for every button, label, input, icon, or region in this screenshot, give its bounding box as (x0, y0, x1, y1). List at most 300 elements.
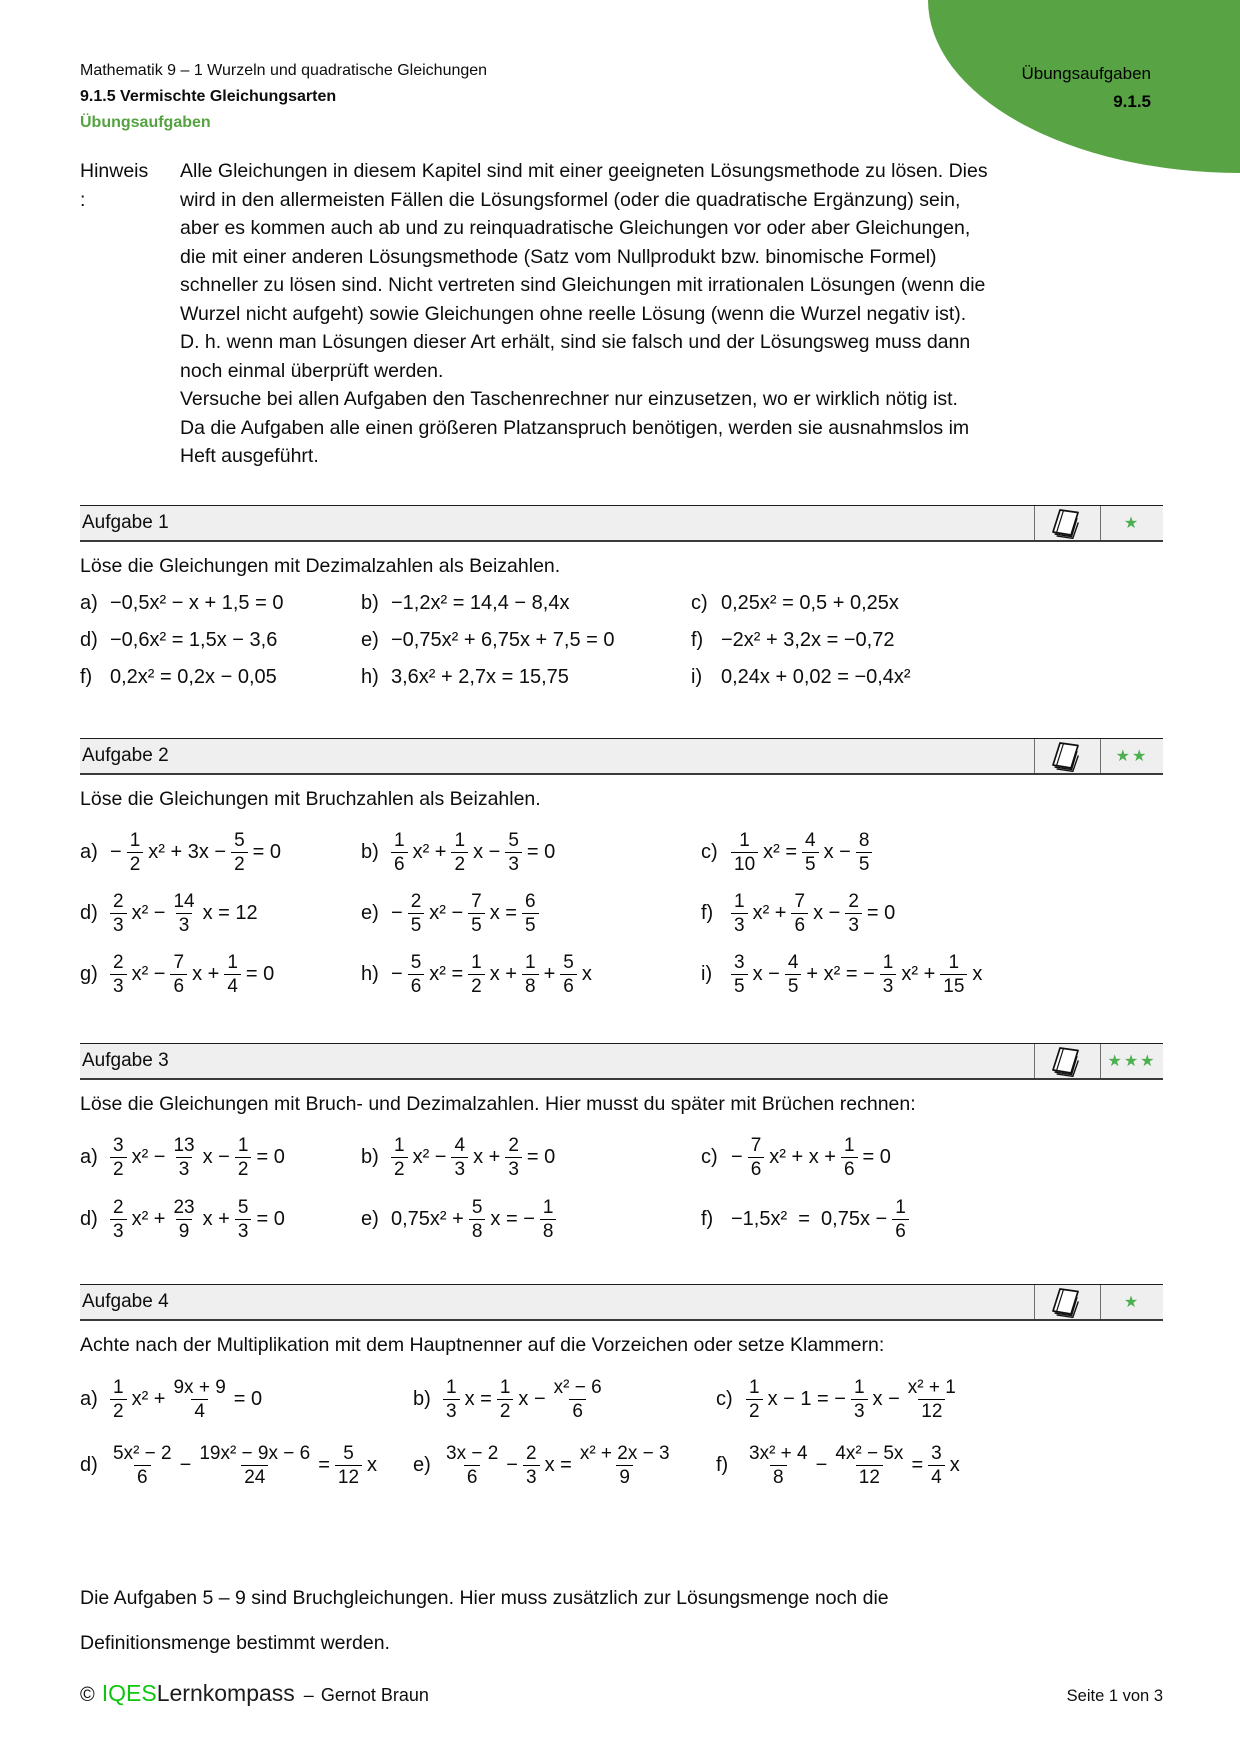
equation-text: x = (464, 1387, 492, 1410)
fraction-denominator: 3 (176, 1157, 193, 1180)
equation-text: x² − (131, 1145, 166, 1168)
hint-label-colon: : (80, 188, 86, 211)
exercise-label: f) (716, 1453, 729, 1476)
fraction-denominator: 12 (918, 1399, 945, 1422)
fraction-numerator: 1 (237, 1134, 249, 1156)
section-aufgabe-1 (80, 505, 1163, 738)
exercise-label: i) (691, 666, 703, 688)
fraction (235, 1135, 252, 1180)
exercise-item (80, 592, 361, 615)
fraction-numerator: 5 (508, 829, 519, 851)
fraction-numerator: 5 (234, 829, 245, 851)
fraction-numerator: 2 (113, 1196, 124, 1218)
copyright-icon: © (80, 1684, 95, 1706)
fraction (451, 1135, 468, 1180)
fraction-denominator: 6 (841, 1157, 858, 1180)
fraction-denominator: 2 (746, 1399, 763, 1422)
hint-line: schneller zu lösen sind. Nicht vertreten sind Gleichungen mit irrationalen Lösungen (wenn die (180, 274, 986, 296)
fraction (731, 952, 748, 997)
fraction-denominator: 3 (235, 1219, 252, 1242)
exercise-label: a) (80, 1387, 98, 1410)
fraction (540, 1197, 557, 1242)
fraction (170, 891, 197, 936)
exercise-item (701, 1197, 1163, 1242)
exercise-row (80, 823, 1163, 881)
exercise-label: f) (701, 1207, 714, 1230)
fraction (940, 952, 967, 997)
fraction-numerator: 3 (734, 951, 745, 973)
fraction-denominator: 4 (928, 1465, 945, 1488)
exercise-item (80, 666, 361, 689)
exercise-item (361, 629, 691, 652)
fraction (522, 952, 539, 997)
corner-text (1021, 60, 1151, 116)
equation-text: = (911, 1453, 924, 1476)
fraction (748, 1135, 765, 1180)
fraction-denominator: 6 (391, 852, 408, 875)
equation-text: x² + (131, 1207, 166, 1230)
fraction-denominator: 6 (408, 974, 425, 997)
fraction-numerator: 1 (113, 1376, 124, 1398)
fraction (731, 891, 748, 936)
equation-text: x² − (131, 962, 166, 985)
section-aufgabe-3 (80, 1043, 1163, 1284)
fraction (551, 1377, 605, 1422)
exercise-label: e) (361, 629, 379, 651)
fraction (928, 1443, 945, 1488)
fraction-numerator: 1 (882, 951, 894, 973)
equation (110, 952, 274, 997)
fraction-numerator: 2 (113, 951, 124, 973)
fraction-numerator: 5 (410, 951, 422, 973)
fraction-numerator: 1 (749, 1376, 760, 1398)
equation-text: x² − (412, 1145, 447, 1168)
fraction (408, 952, 425, 997)
exercise-item (701, 891, 1163, 936)
exercise-item (80, 952, 361, 997)
equation-text: −0,6x² = 1,5x − 3,6 (110, 629, 278, 651)
exercise-item (361, 1135, 701, 1180)
fraction (505, 830, 522, 875)
fraction (832, 1443, 906, 1488)
fraction (110, 1197, 127, 1242)
separator-line (1034, 506, 1035, 540)
fraction-denominator: 3 (505, 1157, 522, 1180)
bottom-note (80, 1576, 889, 1666)
section-header-bar (80, 738, 1163, 775)
equation-text: − (391, 901, 403, 924)
fraction-denominator: 5 (802, 852, 819, 875)
footer-brand (80, 1680, 429, 1707)
equation-text: = 0 (866, 901, 896, 924)
equation (391, 830, 555, 875)
equation (443, 1377, 605, 1422)
exercise-row (80, 1190, 1163, 1248)
fraction-numerator: 13 (173, 1134, 195, 1156)
fraction-numerator: 5 (563, 951, 574, 973)
exercise-row (80, 945, 1163, 1003)
fraction-numerator: 1 (739, 829, 750, 851)
fraction-denominator: 2 (451, 852, 468, 875)
footer-author: Gernot Braun (320, 1685, 429, 1705)
fraction (391, 830, 408, 875)
fraction-numerator: 1 (394, 1134, 405, 1156)
fraction-denominator: 2 (127, 852, 144, 875)
hint-line: Wurzel nicht aufgeht) sowie Gleichungen ohne reelle Lösung (wenn die Wurzel negativ ist). (180, 302, 967, 325)
equation (721, 592, 899, 615)
exercise-item (716, 1377, 1163, 1422)
section-title: Aufgabe 4 (82, 1291, 169, 1312)
equation-text: − (391, 962, 403, 985)
equation-text: x − (823, 840, 851, 863)
fraction-denominator: 8 (540, 1219, 557, 1242)
difficulty-stars: ★★★ (1107, 1053, 1157, 1070)
fraction (110, 1135, 127, 1180)
fraction-denominator: 6 (170, 974, 187, 997)
fraction (856, 830, 873, 875)
equation (721, 629, 894, 652)
exercise-item (80, 1135, 361, 1180)
separator-line (1034, 1044, 1035, 1078)
equation-text: x − (473, 840, 501, 863)
chapter-title: 9.1.5 Vermischte Gleichungsarten (80, 88, 337, 105)
fraction (469, 1197, 486, 1242)
fraction (224, 952, 241, 997)
fraction-numerator: 8 (858, 829, 870, 851)
equation (391, 952, 592, 997)
fraction-numerator: x² + 1 (907, 1376, 956, 1398)
equation-text: − (815, 1453, 828, 1476)
equation (731, 952, 982, 997)
equation-text: + (543, 962, 556, 985)
fraction (892, 1197, 909, 1242)
fraction-denominator: 6 (464, 1465, 481, 1488)
equation (391, 1135, 555, 1180)
fraction-numerator: 2 (525, 1442, 537, 1464)
fraction-denominator: 2 (235, 1157, 252, 1180)
sections-container (80, 505, 1163, 1499)
fraction-numerator: 1 (446, 1376, 457, 1398)
fraction (443, 1377, 460, 1422)
course-title: Mathematik 9 – 1 Wurzeln und quadratische Gleichungen (80, 62, 488, 79)
fraction (196, 1443, 313, 1488)
page-header (80, 58, 487, 136)
corner-subject: Übungsaufgaben (1021, 64, 1151, 83)
equation-text: x = (489, 901, 517, 924)
fraction-denominator: 15 (940, 974, 967, 997)
equation (746, 1377, 959, 1422)
fraction-numerator: 1 (471, 951, 482, 973)
page-number: Seite 1 von 3 (1066, 1687, 1163, 1705)
equation-text: x² + 3x − (148, 840, 227, 863)
hint-label (80, 157, 180, 471)
fraction-denominator: 3 (110, 1219, 127, 1242)
section-aufgabe-4 (80, 1284, 1163, 1499)
equation-text: x + (473, 1145, 501, 1168)
exercise-label: g) (80, 962, 98, 985)
equation-text: = 0 (256, 1207, 285, 1230)
exercise-label: e) (361, 901, 379, 924)
equation-text: −0,5x² − x + 1,5 = 0 (110, 592, 284, 614)
equation (731, 830, 872, 875)
note-line: Definitionsmenge bestimmt werden. (80, 1632, 390, 1654)
fraction (791, 891, 808, 936)
fraction-numerator: 19x² − 9x − 6 (199, 1442, 311, 1464)
exercise-item (80, 830, 361, 875)
equation (391, 629, 615, 652)
fraction-denominator: 12 (856, 1465, 883, 1488)
fraction-denominator: 5 (785, 974, 802, 997)
fraction-numerator: x² + 2x − 3 (579, 1442, 670, 1464)
exercise-item (80, 1197, 361, 1242)
fraction (560, 952, 577, 997)
fraction-numerator: 7 (471, 890, 482, 912)
fraction-denominator: 6 (569, 1399, 586, 1422)
fraction-denominator: 5 (731, 974, 748, 997)
fraction (468, 952, 485, 997)
equation-text: + x² = − (806, 962, 875, 985)
exercise-label: i) (701, 962, 713, 985)
fraction-denominator: 3 (851, 1399, 868, 1422)
fraction-denominator: 3 (443, 1399, 460, 1422)
fraction-numerator: 1 (394, 829, 405, 851)
brand-lernkompass: Lernkompass (156, 1680, 295, 1706)
equation-text: x + (192, 962, 220, 985)
fraction-denominator: 3 (110, 974, 127, 997)
fraction-denominator: 3 (845, 913, 862, 936)
fraction (170, 952, 187, 997)
equation-text: 0,2x² = 0,2x − 0,05 (110, 666, 277, 688)
fraction (231, 830, 248, 875)
exercise-item (413, 1377, 716, 1422)
fraction-numerator: 2 (113, 890, 124, 912)
exercise-item (361, 830, 701, 875)
equation-text: −0,75x² + 6,75x + 7,5 = 0 (391, 629, 615, 651)
exercise-label: d) (80, 629, 98, 651)
fraction-denominator: 6 (791, 913, 808, 936)
equation (746, 1443, 960, 1488)
book-icon (1047, 508, 1087, 540)
exercise-label: f) (691, 629, 704, 651)
equation-text: x² = (763, 840, 798, 863)
hint-text (180, 157, 988, 471)
fraction-numerator: 5 (471, 1196, 483, 1218)
equation-text: x + (489, 962, 517, 985)
fraction-numerator: 2 (410, 890, 422, 912)
separator-line (1034, 739, 1035, 773)
fraction (235, 1197, 252, 1242)
fraction (127, 830, 144, 875)
fraction-numerator: 3x² + 4 (749, 1442, 808, 1464)
fraction-denominator: 3 (523, 1465, 540, 1488)
equation (110, 1135, 285, 1180)
section-header-bar (80, 1284, 1163, 1321)
corner-banner (928, 0, 1240, 173)
fraction-numerator: 3 (113, 1134, 124, 1156)
fraction-numerator: 1 (843, 1134, 855, 1156)
fraction (523, 1443, 540, 1488)
fraction-numerator: x² − 6 (553, 1376, 602, 1398)
equation (443, 1443, 673, 1488)
equation (110, 891, 258, 936)
exercise-row (80, 1128, 1163, 1186)
fraction (110, 952, 127, 997)
equation (110, 1377, 262, 1422)
exercise-label: b) (361, 840, 379, 863)
fraction-denominator: 5 (522, 913, 539, 936)
fraction (802, 830, 819, 875)
hint-line: wird in den allermeisten Fällen die Lösungsformel (oder die quadratische Ergänzung) sein, (180, 188, 961, 211)
fraction (110, 1443, 175, 1488)
fraction-denominator: 4 (191, 1399, 208, 1422)
exercise-label: f) (80, 666, 93, 688)
fraction-denominator: 3 (176, 913, 193, 936)
equation-text: x (581, 962, 592, 985)
fraction-denominator: 2 (231, 852, 248, 875)
page-footer (80, 1680, 1163, 1707)
fraction-numerator: 23 (173, 1196, 195, 1218)
section-title: Aufgabe 2 (82, 745, 169, 766)
exercise-item (80, 1377, 413, 1422)
equation-text: x² + (752, 901, 787, 924)
fraction-denominator: 3 (110, 913, 127, 936)
fraction-numerator: 1 (129, 829, 141, 851)
fraction-numerator: 1 (454, 829, 466, 851)
fraction-numerator: 1 (525, 951, 536, 973)
exercise-item (361, 952, 701, 997)
fraction-numerator: 1 (542, 1196, 554, 1218)
fraction-numerator: 1 (227, 951, 238, 973)
equation-text: − (179, 1453, 192, 1476)
equation (391, 666, 569, 689)
hint-line: Alle Gleichungen in diesem Kapitel sind mit einer geeigneten Lösungsmethode zu lösen. Dies (180, 160, 988, 182)
exercise-label: h) (361, 962, 379, 985)
fraction-denominator: 2 (110, 1399, 127, 1422)
exercise-label: a) (80, 840, 98, 863)
exercise-label: b) (361, 1145, 379, 1168)
fraction-numerator: 1 (895, 1196, 906, 1218)
fraction-denominator: 2 (468, 974, 485, 997)
equation (110, 830, 281, 875)
fraction (522, 891, 539, 936)
fraction-numerator: 1 (499, 1376, 511, 1398)
fraction-numerator: 6 (525, 890, 536, 912)
equation-text: = 0 (526, 840, 556, 863)
equation-text: 0,75x² + (391, 1207, 464, 1230)
exercise-label: h) (361, 666, 379, 688)
fraction-denominator: 3 (505, 852, 522, 875)
fraction (905, 1377, 959, 1422)
equation-text: −1,2x² = 14,4 − 8,4x (391, 592, 570, 614)
exercise-item (413, 1443, 716, 1488)
exercise-row (80, 884, 1163, 942)
separator-line (1034, 1285, 1035, 1319)
brand-iqes: IQES (101, 1680, 157, 1706)
equation-text: x = 12 (202, 901, 258, 924)
fraction-denominator: 5 (408, 913, 425, 936)
fraction-numerator: 2 (848, 890, 859, 912)
equation-text: − (506, 1453, 518, 1476)
hint-line: Versuche bei allen Aufgaben den Taschenrechner nur einzusetzen, wo er wirklich nötig ist. (180, 388, 958, 410)
fraction (335, 1443, 362, 1488)
fraction (408, 891, 425, 936)
fraction-numerator: 1 (734, 890, 745, 912)
fraction-denominator: 9 (176, 1219, 193, 1242)
fraction-numerator: 7 (173, 951, 185, 973)
exercise-row (80, 1435, 1163, 1495)
equation-text: − (110, 840, 122, 863)
fraction (391, 1135, 408, 1180)
fraction-numerator: 7 (794, 890, 806, 912)
equation (731, 1197, 909, 1242)
note-line: Die Aufgaben 5 – 9 sind Bruchgleichungen. Hier muss zusätzlich zur Lösungsmenge noch die (80, 1587, 889, 1609)
equation-text: x (367, 1453, 378, 1476)
equation-text: = (318, 1453, 330, 1476)
exercise-item (691, 666, 1163, 689)
fraction (731, 830, 758, 875)
fraction (451, 830, 468, 875)
fraction-numerator: 5 (343, 1442, 354, 1464)
equation-text: x² − (429, 901, 464, 924)
equation (391, 891, 539, 936)
equation-text: x² + (131, 1387, 166, 1410)
exercise-item (80, 629, 361, 652)
fraction-denominator: 3 (880, 974, 897, 997)
equation-text: x = (544, 1453, 572, 1476)
fraction-numerator: 3x − 2 (446, 1442, 499, 1464)
fraction-denominator: 6 (892, 1219, 909, 1242)
fraction (170, 1197, 197, 1242)
hint-label-word: Hinweis (80, 160, 149, 182)
exercise-row (80, 590, 1163, 617)
fraction-denominator: 3 (451, 1157, 468, 1180)
fraction (746, 1443, 811, 1488)
equation-text: x − 1 = − (767, 1387, 846, 1410)
fraction-numerator: 4 (805, 829, 816, 851)
equation-text: x − (872, 1387, 900, 1410)
equation-text: x² − (131, 901, 166, 924)
fraction (505, 1135, 522, 1180)
book-icon (1047, 741, 1087, 773)
hint-line: die mit einer anderen Lösungsmethode (Satz vom Nullprodukt bzw. binomische Formel) (180, 245, 937, 268)
fraction (170, 1377, 228, 1422)
equation-text: x − (752, 962, 780, 985)
fraction-denominator: 6 (748, 1157, 765, 1180)
section-title: Aufgabe 3 (82, 1050, 169, 1071)
exercise-label: e) (361, 1207, 379, 1230)
fraction-denominator: 6 (134, 1465, 151, 1488)
fraction (785, 952, 802, 997)
equation (110, 1197, 285, 1242)
equation-text: x − (518, 1387, 546, 1410)
fraction-denominator: 8 (522, 974, 539, 997)
equation (731, 1135, 891, 1180)
exercise-label: c) (701, 1145, 718, 1168)
book-icon (1047, 1046, 1087, 1078)
equation-text: x − (202, 1145, 230, 1168)
fraction (497, 1377, 514, 1422)
equation-text: 3,6x² + 2,7x = 15,75 (391, 666, 569, 688)
fraction-numerator: 2 (508, 1134, 519, 1156)
exercise-item (701, 830, 1163, 875)
equation-text: x² + (412, 840, 447, 863)
fraction-numerator: 4x² − 5x (835, 1442, 904, 1464)
section-aufgabe-2 (80, 738, 1163, 1043)
exercise-item (361, 891, 701, 936)
equation-text: x² + x + (769, 1145, 836, 1168)
fraction-numerator: 14 (173, 890, 195, 912)
section-description: Löse die Gleichungen mit Bruch- und Dezimalzahlen. Hier musst du später mit Brüchen rechnen: (80, 1093, 916, 1115)
